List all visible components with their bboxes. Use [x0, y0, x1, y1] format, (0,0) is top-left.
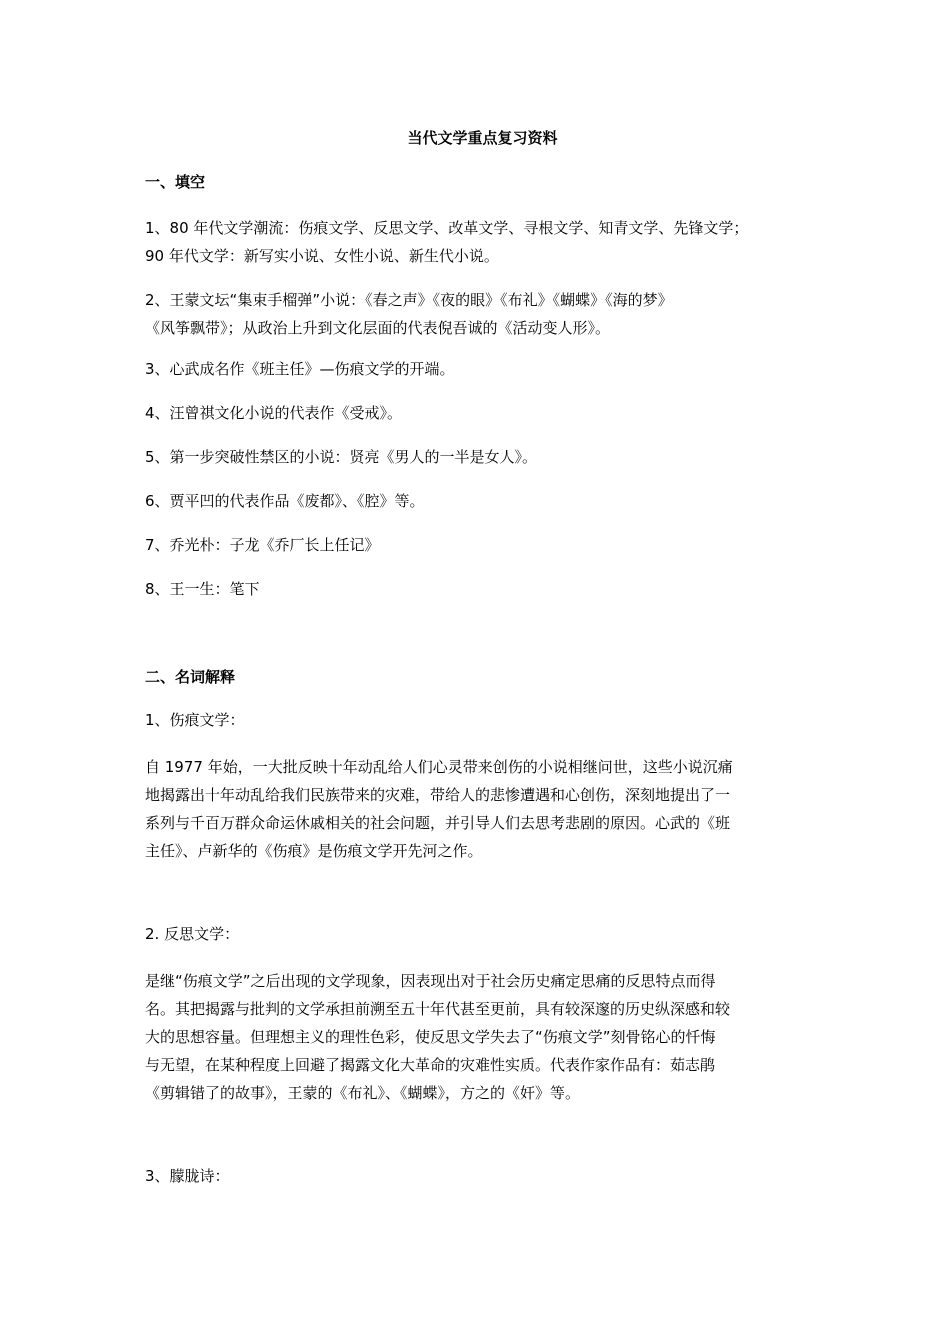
- term-2-definition: [145, 967, 820, 1107]
- fill-item-6: 6、贾平凹的代表作品《废都》、《腔》等。: [145, 492, 425, 510]
- term-1-definition: [145, 753, 820, 865]
- term-2-label: 2. 反思文学：: [145, 925, 240, 943]
- fill-item-8: 8、王一生：笔下: [145, 580, 260, 598]
- term-2-line-5: 《剪辑错了的故事》，王蒙的《布礼》、《蝴蝶》，方之的《奸》等。: [145, 1084, 581, 1102]
- fill-item-7: 7、乔光朴：子龙《乔厂长上任记》: [145, 536, 380, 554]
- term-2-line-3: 大的思想容量。但理想主义的理性色彩，使反思文学失去了“伤痕文学”刻骨铭心的忏悔: [145, 1028, 716, 1046]
- fill-item-5: 5、第一步突破性禁区的小说：贤亮《男人的一半是女人》。: [145, 448, 538, 466]
- term-2-line-1: 是继“伤痕文学”之后出现的文学现象，因表现出对于社会历史痛定思痛的反思特点而得: [145, 972, 716, 990]
- term-1-line-1: 自 1977 年始，一大批反映十年动乱给人们心灵带来创伤的小说相继问世，这些小说沉痛: [145, 758, 733, 776]
- fill-item-2: [145, 286, 820, 342]
- fill-item-2-line-1: 2、王蒙文坛“集束手榴弹”小说：《春之声》《夜的眼》《布礼》《蝴蝶》《海的梦》: [145, 291, 673, 309]
- fill-item-1-line-2: 90 年代文学：新写实小说、女性小说、新生代小说。: [145, 247, 499, 265]
- term-1-line-2: 地揭露出十年动乱给我们民族带来的灾难，带给人的悲惨遭遇和心创伤，深刻地提出了一: [145, 786, 731, 804]
- section-heading-fill-in: 一、填空: [145, 173, 206, 191]
- fill-item-2-line-2: 《风筝飘带》；从政治上升到文化层面的代表倪吾诚的《活动变人形》。: [145, 319, 611, 337]
- fill-item-1-line-1: 1、80 年代文学潮流：伤痕文学、反思文学、改革文学、寻根文学、知青文学、先锋文学；: [145, 219, 749, 237]
- spacer: [145, 622, 820, 666]
- fill-item-4: 4、汪曾祺文化小说的代表作《受戒》。: [145, 404, 403, 422]
- document-title: 当代文学重点复习资料: [407, 129, 558, 147]
- term-3-label: 3、朦胧诗：: [145, 1167, 230, 1185]
- spacer: [145, 865, 820, 923]
- term-1-label: 1、伤痕文学：: [145, 711, 245, 729]
- term-1-line-4: 主任》、卢新华的《伤痕》是伤痕文学开先河之作。: [145, 842, 483, 860]
- fill-item-1: [145, 214, 820, 270]
- section-heading-term-explanation: 二、名词解释: [145, 668, 236, 686]
- document-body: [145, 127, 820, 1209]
- term-1-line-3: 系列与千百万群众命运休戚相关的社会问题，并引导人们去思考悲剧的原因。心武的《班: [145, 814, 731, 832]
- spacer: [145, 1107, 820, 1165]
- term-2-line-4: 与无望，在某种程度上回避了揭露文化大革命的灾难性实质。代表作家作品有：茹志鹃: [145, 1056, 716, 1074]
- fill-item-3: 3、心武成名作《班主任》—伤痕文学的开端。: [145, 360, 455, 378]
- term-2-line-2: 名。其把揭露与批判的文学承担前溯至五十年代甚至更前，具有较深邃的历史纵深感和较: [145, 1000, 731, 1018]
